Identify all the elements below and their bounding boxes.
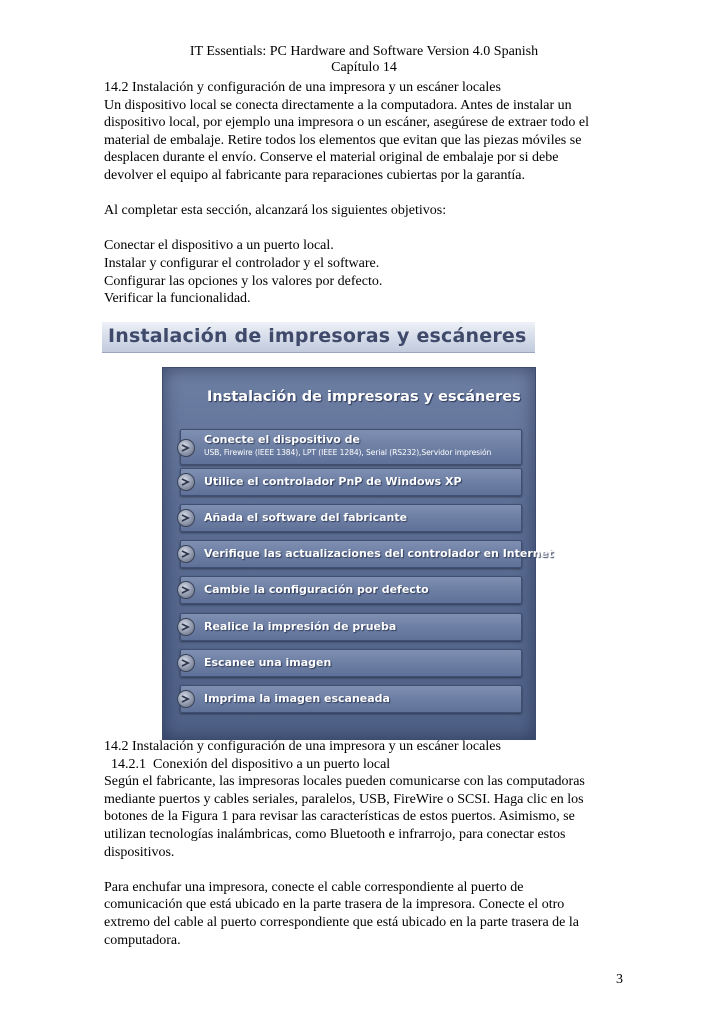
chevron-bullet-icon <box>177 654 195 672</box>
menu-item-connect-device[interactable] <box>180 429 522 465</box>
chevron-bullet-icon <box>177 545 195 563</box>
menu-item-add-software[interactable] <box>180 504 522 532</box>
paragraph-line: utilizan tecnologías inalámbricas, como Bluetooth e infrarrojo, para conectar estos <box>104 826 566 842</box>
panel-title: Instalación de impresoras y escáneres <box>207 389 521 405</box>
header-chapter: Capítulo 14 <box>331 60 397 75</box>
menu-item-label: Verifique las actualizaciones del controlador en Internet <box>204 547 554 560</box>
figure-banner-title: Instalación de impresoras y escáneres <box>108 325 527 347</box>
paragraph-line: Un dispositivo local se conecta directamente a la computadora. Antes de instalar un <box>104 97 572 113</box>
objective-item: Configurar las opciones y los valores por defecto. <box>104 273 383 289</box>
objectives-intro: Al completar esta sección, alcanzará los siguientes objetivos: <box>104 203 447 219</box>
section-heading: 14.2 Instalación y configuración de una impresora y un escáner locales <box>104 80 501 95</box>
menu-item-label: Utilice el controlador PnP de Windows XP <box>204 475 462 488</box>
figure-menu-panel <box>162 367 554 740</box>
menu-item-label: Añada el software del fabricante <box>204 511 408 524</box>
chevron-bullet-icon <box>177 618 195 636</box>
objective-item: Verificar la funcionalidad. <box>104 291 251 307</box>
section-1 <box>104 79 634 308</box>
chevron-bullet-icon <box>177 690 195 708</box>
paragraph-line: computadora. <box>104 932 181 948</box>
chevron-bullet-icon <box>177 581 195 599</box>
menu-item-change-defaults[interactable] <box>180 576 522 604</box>
paragraph-line: desplacen durante el envío. Conserve el material original de embalaje por si debe <box>104 150 559 166</box>
menu-item-label: Imprima la imagen escaneada <box>204 692 390 705</box>
page-number: 3 <box>616 972 623 987</box>
paragraph-line: Según el fabricante, las impresoras locales pueden comunicarse con las computadoras <box>104 774 585 790</box>
paragraph-line: comunicación que está ubicado en la parte trasera de la impresora. Conecte el otro <box>104 897 565 913</box>
subsection-heading: 14.2.1 Conexión del dispositivo a un puerto local <box>104 756 391 772</box>
chevron-bullet-icon <box>177 473 195 491</box>
page-header <box>0 44 728 76</box>
paragraph-line: mediante puertos y cables seriales, paralelos, USB, FireWire o SCSI. Haga clic en los <box>104 791 584 807</box>
section-heading: 14.2 Instalación y configuración de una impresora y un escáner locales <box>104 739 501 754</box>
section-2 <box>104 738 634 949</box>
paragraph-line: dispositivos. <box>104 844 175 860</box>
menu-item-print-scanned[interactable] <box>180 685 522 713</box>
objective-item: Conectar el dispositivo a un puerto local. <box>104 238 334 254</box>
header-title: IT Essentials: PC Hardware and Software Version 4.0 Spanish <box>189 44 539 59</box>
paragraph-line: devolver el equipo al fabricante para reparaciones cubiertas por la garantía. <box>104 167 525 183</box>
chevron-bullet-icon <box>177 439 195 457</box>
paragraph-line: extremo del cable al puerto correspondiente que está ubicado en la parte trasera de la <box>104 914 579 930</box>
chevron-bullet-icon <box>177 509 195 527</box>
menu-item-label: Escanee una imagen <box>204 656 332 669</box>
figure-banner <box>102 322 535 353</box>
menu-item-pnp-driver[interactable] <box>180 468 522 496</box>
menu-item-scan-image[interactable] <box>180 649 522 677</box>
menu-item-label: Conecte el dispositivo de <box>204 433 360 446</box>
menu-item-label: Realice la impresión de prueba <box>204 620 397 633</box>
paragraph-line: dispositivo local, por ejemplo una impresora o un escáner, asegúrese de extraer todo el <box>104 115 589 131</box>
menu-item-check-updates[interactable] <box>180 540 554 568</box>
objective-item: Instalar y configurar el controlador y el software. <box>104 255 380 271</box>
paragraph-line: botones de la Figura 1 para revisar las características de estos puertos. Asimismo, se <box>104 809 575 825</box>
paragraph-line: Para enchufar una impresora, conecte el cable correspondiente al puerto de <box>104 879 524 895</box>
menu-item-sublabel: USB, Firewire (IEEE 1384), LPT (IEEE 1284), Serial (RS232),Servidor impresión <box>204 448 492 457</box>
paragraph-line: material de embalaje. Retire todos los elementos que evitan que las piezas móviles se <box>104 132 582 148</box>
menu-item-label: Cambie la configuración por defecto <box>204 583 429 596</box>
menu-item-test-print[interactable] <box>180 613 522 641</box>
